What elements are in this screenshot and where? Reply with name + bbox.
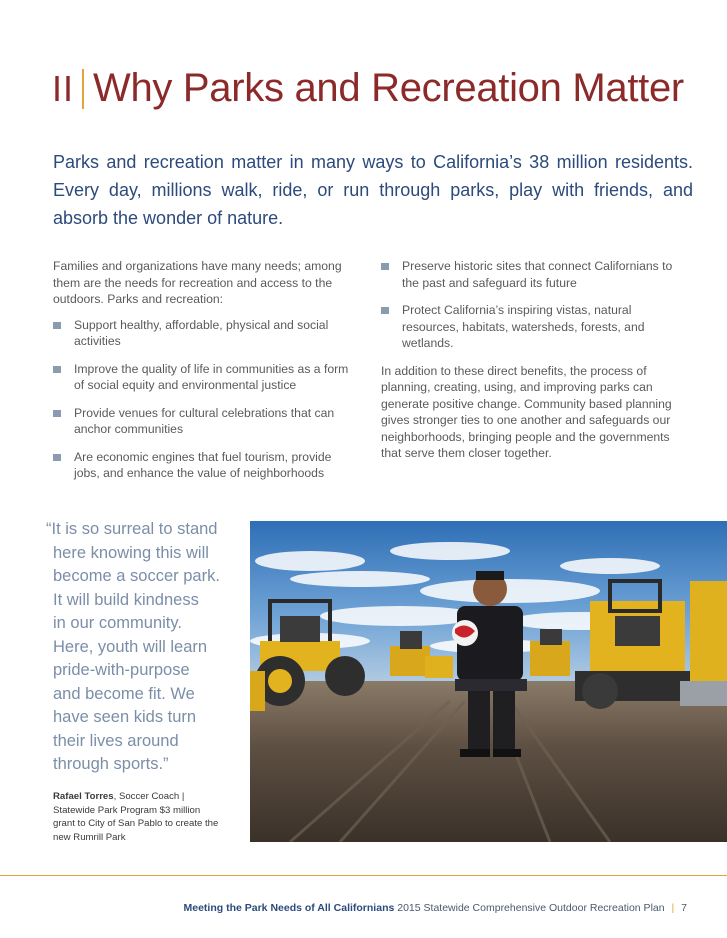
quote-line: through sports.” (53, 755, 169, 773)
page-footer (184, 902, 688, 914)
page-number: 7 (681, 902, 687, 914)
bullet-square-icon (53, 410, 61, 417)
intro-paragraph: Parks and recreation matter in many ways to California’s 38 million residents. Every day, millions walk, ride, or run through parks, play with friends, and absorb the wonder of nature. (53, 152, 693, 228)
page-title: Why Parks and Recreation Matter (93, 66, 684, 110)
bullet-text: Improve the quality of life in communities as a form of social equity and environmental justice (74, 361, 349, 392)
quote-line: have seen kids turn (53, 708, 197, 726)
quote-line: here knowing this will (53, 543, 209, 562)
left-lead-paragraph: Families and organizations have many needs; among them are the needs for recreation and access to the outdoors. Parks and recreation: (53, 259, 342, 306)
list-item (53, 317, 353, 350)
bullet-square-icon (53, 366, 61, 373)
heading-divider (82, 69, 84, 109)
right-bullet-list (381, 258, 691, 352)
footer-divider (0, 875, 727, 876)
bullet-square-icon (381, 263, 389, 270)
quote-line: become a soccer park. (53, 567, 220, 585)
footer-plan-name: 2015 Statewide Comprehensive Outdoor Recreation Plan (397, 902, 665, 914)
list-item (53, 405, 353, 438)
bullet-text: Support healthy, affordable, physical and social activities (74, 317, 329, 348)
bullet-square-icon (53, 322, 61, 329)
quote-line: Here, youth will learn (53, 637, 208, 656)
left-column (53, 258, 353, 493)
left-bullet-list (53, 317, 353, 482)
bullet-text: Are economic engines that fuel tourism, provide jobs, and enhance the value of neighborhoods (74, 449, 332, 480)
bullet-square-icon (53, 454, 61, 461)
list-item (53, 361, 353, 394)
attribution-detail: Statewide Park Program $3 million grant to City of San Pablo to create the new Rumrill Park (53, 804, 219, 843)
list-item (381, 302, 691, 352)
list-item (53, 449, 353, 482)
quote-line: in our community. (53, 614, 182, 632)
section-number: II (52, 67, 75, 109)
construction-site-photo (250, 521, 727, 842)
right-column (381, 258, 691, 472)
bullet-square-icon (381, 307, 389, 314)
bullet-text: Protect California’s inspiring vistas, natural resources, habitats, watersheds, forests, and wetlands. (402, 303, 645, 350)
bullet-text: Preserve historic sites that connect Californians to the past and safeguard its future (402, 259, 673, 290)
quote-line: It will build kindness (53, 590, 199, 609)
quote-line: “It is so surreal to stand (46, 520, 218, 538)
quote-line: and become fit. We (53, 684, 195, 703)
bullet-text: Provide venues for cultural celebrations that can anchor communities (74, 405, 335, 436)
attribution-name: Rafael Torres (53, 791, 114, 802)
page-heading (52, 66, 684, 111)
quote-attribution (53, 790, 223, 844)
right-paragraph: In addition to these direct benefits, the process of planning, creating, using, and improving parks can generate positive change. Community based planning gives stronger ties to one another and safeguards our neighborhoods, bringing people and the governments that serve them closer together. (381, 363, 672, 460)
list-item (381, 258, 691, 291)
quote-line: their lives around (53, 731, 179, 750)
footer-separator: | (671, 902, 675, 914)
pull-quote (46, 518, 226, 777)
footer-report-title: Meeting the Park Needs of All Californians (183, 902, 395, 914)
quote-line: pride-with-purpose (53, 661, 190, 679)
attribution-role: , Soccer Coach | (113, 791, 185, 802)
